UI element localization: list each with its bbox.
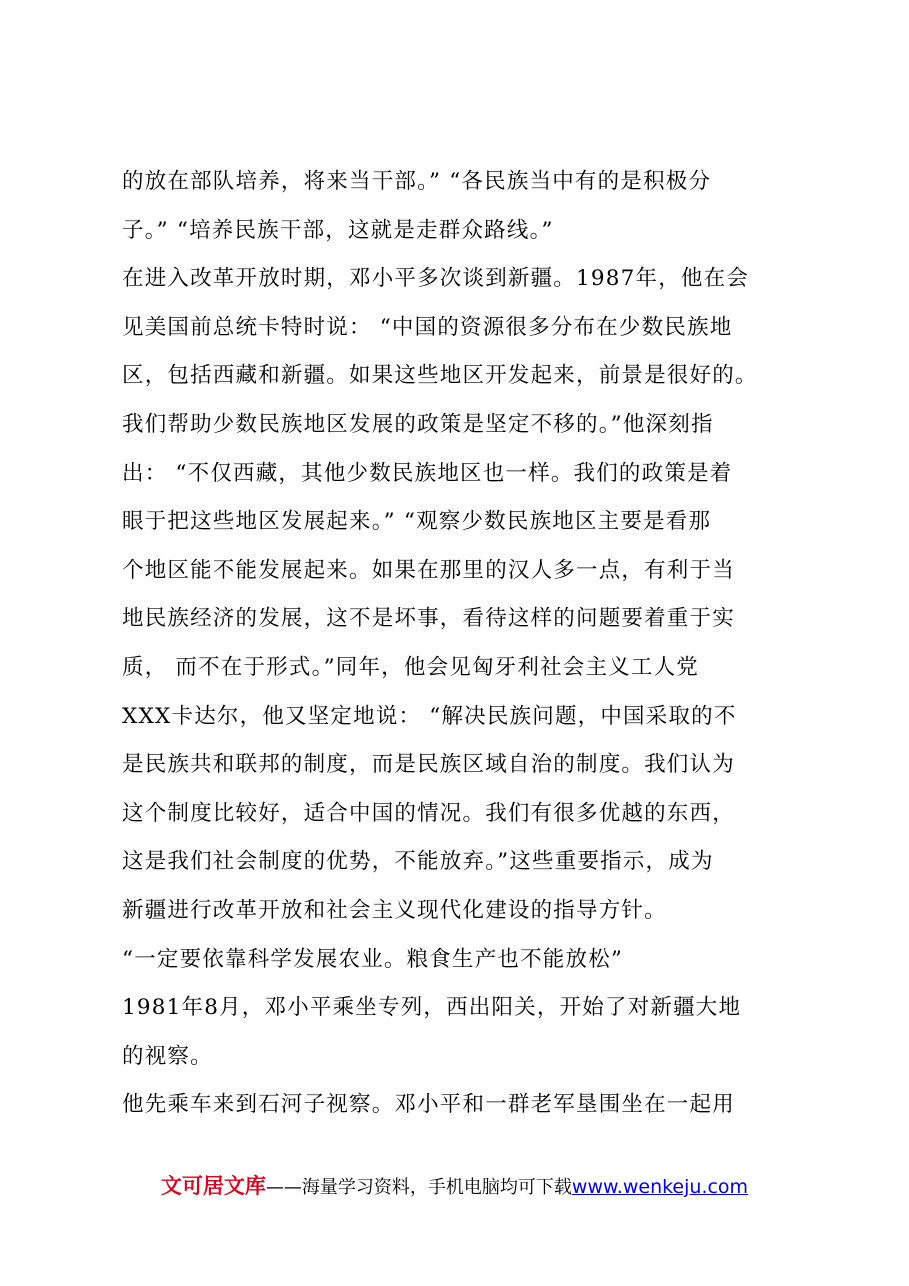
text-line: 我们帮助少数民族地区发展的政策是坚定不移的。”他深刻指 bbox=[122, 411, 714, 437]
text-line: 的视察。 bbox=[122, 1043, 213, 1069]
text-line: 这个制度比较好，适合中国的情况。我们有很多优越的东西， bbox=[122, 800, 735, 826]
text-line: 眼于把这些地区发展起来。” “观察少数民族地区主要是看那 bbox=[122, 509, 712, 535]
footer-slogan: ——海量学习资料，手机电脑均可下载 bbox=[265, 1177, 572, 1198]
text-line: 1981年8月，邓小平乘坐专列，西出阳关，开始了对新疆大地 bbox=[122, 995, 742, 1021]
text-line: 在进入改革开放时期，邓小平多次谈到新疆。1987年，他在会 bbox=[122, 266, 750, 292]
text-line: 质， 而不在于形式。”同年，他会见匈牙利社会主义工人党 bbox=[122, 654, 699, 680]
footer-brand: 文可居文库 bbox=[160, 1174, 266, 1198]
text-line: 个地区能不能发展起来。如果在那里的汉人多一点，有利于当 bbox=[122, 557, 735, 583]
page-footer bbox=[0, 1172, 909, 1202]
body-text bbox=[122, 158, 802, 1130]
text-line: 子。” “培养民族干部，这就是走群众路线。” bbox=[122, 217, 554, 243]
text-line: 是民族共和联邦的制度，而是民族区域自治的制度。我们认为 bbox=[122, 752, 735, 778]
text-line: 地民族经济的发展，这不是坏事，看待这样的问题要着重于实 bbox=[122, 606, 735, 632]
text-line: 这是我们社会制度的优势，不能放弃。”这些重要指示，成为 bbox=[122, 849, 714, 875]
text-line: 出： “不仅西藏，其他少数民族地区也一样。我们的政策是着 bbox=[122, 460, 733, 486]
text-line: XXX卡达尔，他又坚定地说： “解决民族问题，中国采取的不 bbox=[122, 703, 737, 729]
text-line: 他先乘车来到石河子视察。邓小平和一群老军垦围坐在一起用 bbox=[122, 1092, 735, 1118]
text-line: 的放在部队培养，将来当干部。” “各民族当中有的是积极分 bbox=[122, 169, 712, 194]
text-line: 区，包括西藏和新疆。如果这些地区开发起来，前景是很好的。 bbox=[122, 363, 758, 389]
text-line: 新疆进行改革开放和社会主义现代化建设的指导方针。 bbox=[122, 897, 667, 923]
section-heading: “一定要依靠科学发展农业。粮食生产也不能放松” bbox=[122, 946, 624, 972]
footer-site-link[interactable]: www.wenkeju.com bbox=[571, 1176, 749, 1198]
text-line: 见美国前总统卡特时说： “中国的资源很多分布在少数民族地 bbox=[122, 314, 733, 340]
